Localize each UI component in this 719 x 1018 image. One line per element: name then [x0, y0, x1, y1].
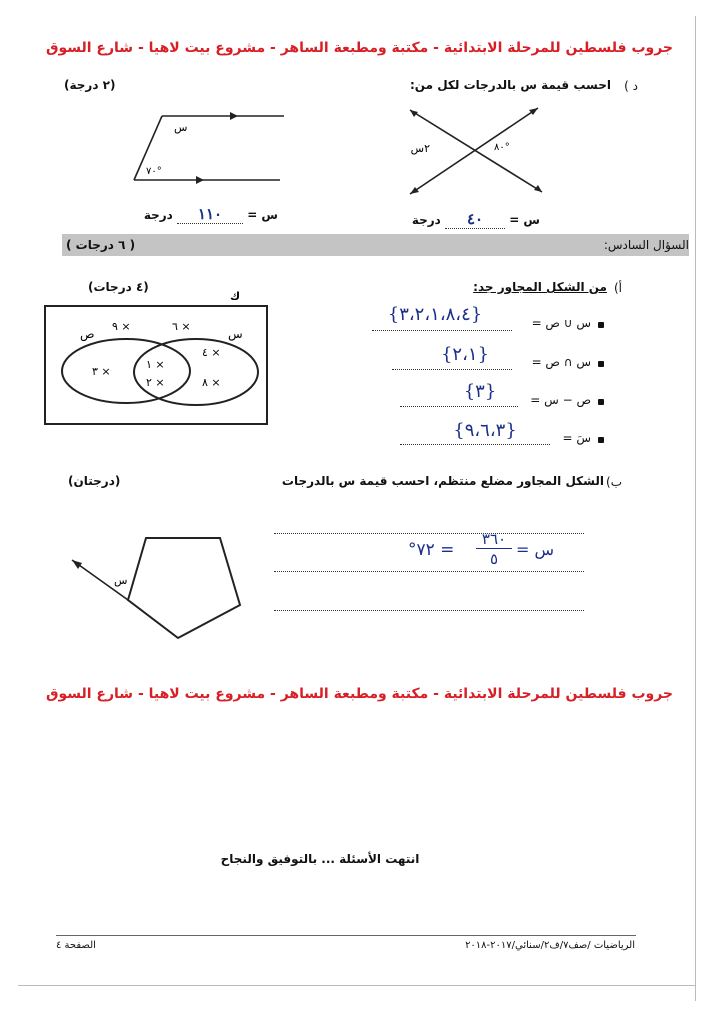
row-4-answer[interactable]: {٩،٦،٣}	[453, 420, 517, 441]
both-element-1: ١ ×	[146, 358, 165, 371]
section-6-marks: ( ٦ درجات )	[66, 238, 136, 252]
part-a-prompt: من الشكل المجاور جد:	[473, 280, 607, 294]
footer-page-number: الصفحة ٤	[56, 940, 96, 951]
work-numerator: ٣٦٠	[476, 530, 512, 549]
arrow-upper	[230, 112, 238, 120]
angle-70-label: ٧٠°	[146, 166, 162, 177]
only-p-element-3: ٣ ×	[92, 365, 111, 378]
work-line-2	[274, 571, 584, 572]
venn-diagram	[40, 290, 272, 430]
regular-pentagon-figure	[66, 530, 246, 645]
arrow-lower	[196, 176, 204, 184]
row-3-dots	[400, 406, 518, 407]
arrow-head-2	[534, 185, 542, 192]
work-lhs: س =	[516, 540, 555, 559]
answer-1-prefix: س =	[509, 213, 540, 227]
row-1-answer[interactable]: {٣،٢،١،٨،٤}	[387, 304, 483, 325]
universe-label: ك	[230, 290, 241, 303]
row-1-dots	[372, 330, 512, 331]
row-3-expr: ص − س =	[530, 393, 591, 407]
angle-2s-label: ٢س	[410, 142, 430, 155]
work-result: = ٧٢°	[408, 540, 455, 560]
only-s-element-8: ٨ ×	[202, 376, 221, 389]
section-6-title: السؤال السادس:	[603, 238, 689, 252]
work-denominator: ٥	[489, 550, 499, 568]
part-d-question: احسب قيمة س بالدرجات لكل من:	[410, 78, 611, 92]
row-2-answer[interactable]: {٢،١}	[440, 344, 490, 365]
footer-subject-info: الرياضيات /صف٧/ف٢/سنائي/٢٠١٧-٢٠١٨	[465, 940, 635, 951]
bullet-2	[598, 361, 604, 367]
angle-s-label: س	[174, 121, 188, 134]
both-element-2: ٢ ×	[146, 376, 165, 389]
bullet-3	[598, 399, 604, 405]
outside-element-6: ٦ ×	[172, 320, 191, 333]
row-4-expr: سَ =	[562, 431, 591, 445]
crossing-lines-figure	[400, 100, 550, 200]
part-b-question: الشكل المجاور مضلع منتظم، احسب قيمة س بالدرجات	[281, 474, 604, 488]
extended-side-arrow	[72, 560, 82, 569]
page-edge-bottom	[18, 985, 695, 986]
part-a-label: أ)	[613, 281, 622, 295]
closing-message: انتهت الأسئلة ... بالتوفيق والنجاح	[220, 852, 420, 866]
angle-80-label: ٨٠°	[494, 142, 510, 153]
header-banner: جروب فلسطين للمرحلة الابتدائية - مكتبة ومطبعة الساهر - مشروع بيت لاهيا - شارع السوق	[45, 40, 674, 56]
part-b-work[interactable]	[408, 530, 588, 570]
row-2-dots	[392, 369, 512, 370]
answer-2-prefix: س =	[247, 208, 278, 222]
only-s-element-4: ٤ ×	[202, 346, 221, 359]
footer-banner: جروب فلسطين للمرحلة الابتدائية - مكتبة ومطبعة الساهر - مشروع بيت لاهيا - شارع السوق	[45, 686, 674, 702]
exterior-angle-label: س	[114, 574, 128, 587]
pentagon	[128, 538, 240, 638]
answer-1-unit: درجة	[411, 213, 441, 227]
row-2-expr: س ∩ ص =	[531, 355, 591, 369]
answer-2-unit: درجة	[143, 208, 173, 222]
row-4-dots	[400, 444, 550, 445]
set-p-label: ص	[80, 327, 95, 341]
part-b-marks: (درجتان)	[68, 474, 121, 488]
page-edge-right	[695, 16, 696, 1001]
part-a-marks: (٤ درجات)	[88, 280, 149, 294]
bullet-4	[598, 437, 604, 443]
answer-1-line	[400, 210, 540, 229]
footer-divider	[56, 935, 636, 936]
parallel-lines-figure	[120, 100, 290, 190]
set-s-label: س	[228, 327, 243, 341]
work-line-3	[274, 610, 584, 611]
arrow-head-1	[410, 110, 418, 117]
row-3-answer[interactable]: {٣}	[463, 381, 497, 402]
part-b-label: ب)	[606, 475, 622, 489]
row-1-expr: س ∪ ص =	[531, 316, 591, 330]
part-d-label: د )	[624, 79, 638, 93]
set-s-ellipse	[134, 339, 258, 405]
answer-1-value[interactable]: ٤٠	[445, 210, 505, 229]
outside-element-9: ٩ ×	[112, 320, 131, 333]
answer-2-line	[128, 205, 278, 224]
bullet-1	[598, 322, 604, 328]
part-d-marks: (٢ درجة)	[64, 78, 116, 92]
set-p-ellipse	[62, 339, 190, 403]
answer-2-value[interactable]: ١١٠	[177, 205, 243, 224]
